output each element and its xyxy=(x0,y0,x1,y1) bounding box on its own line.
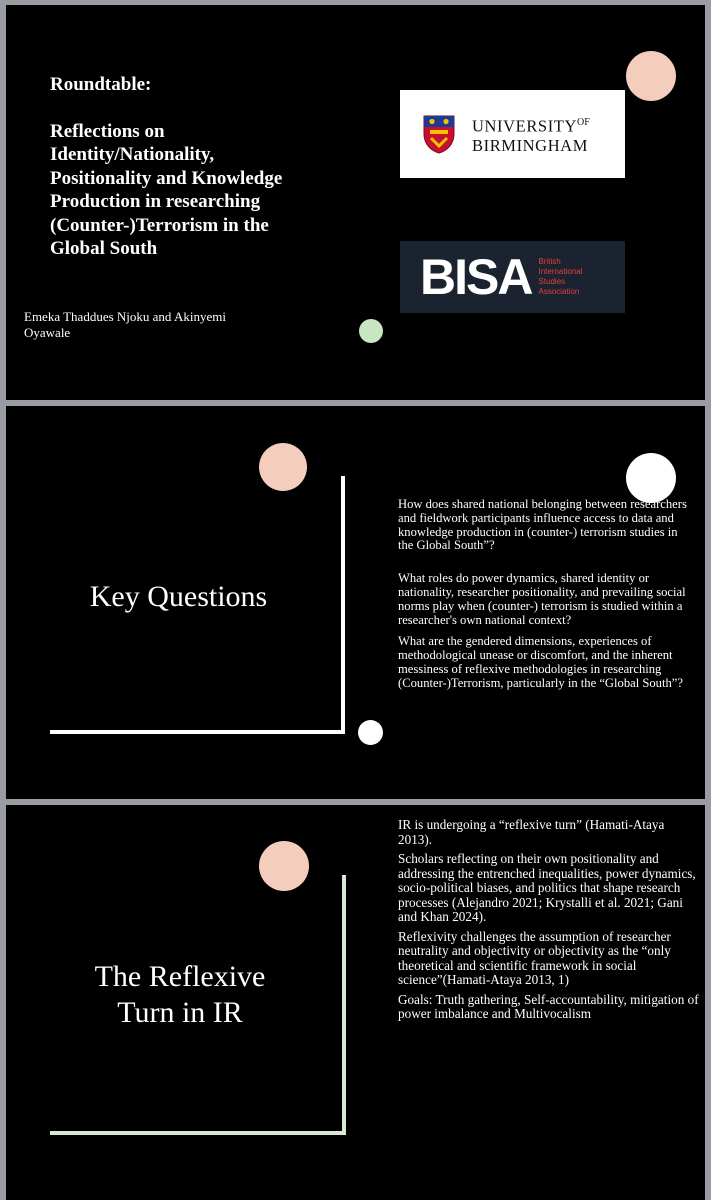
uob-wordmark: $UNIVERSITY^{OF}$ BIRMINGHAM xyxy=(472,116,590,155)
bracket-horizontal-line xyxy=(50,1131,346,1135)
question-3: What are the gendered dimensions, experiences of methodological unease or discomfort, and the inherent messiness of reflexive methodologies in researching (Counter-)Terrorism, particularly in the “Global South”? xyxy=(398,634,683,690)
bisa-subtitle: British International Studies Association xyxy=(538,257,583,296)
authors: Emeka Thaddues Njoku and Akinyemi Oyawale xyxy=(24,309,226,340)
key-questions-slide xyxy=(6,406,705,799)
crest-icon xyxy=(422,114,456,154)
question-2: What roles do power dynamics, shared identity or nationality, researcher positionality, and prevailing social norms play when (counter-) terrorism is studied within a researcher's own national context? xyxy=(398,571,686,627)
peach-circle-decoration xyxy=(626,51,676,101)
bracket-horizontal-line xyxy=(50,730,345,734)
title-slide xyxy=(6,5,705,400)
points-list xyxy=(398,818,700,1027)
slide-heading: Key Questions xyxy=(89,580,268,613)
bisa-logo xyxy=(400,241,625,313)
point-3: Reflexivity challenges the assumption of researcher neutrality and objectivity or objectivity as the “only theoretical and scientific framework in social science”(Hamati-Ataya 2013, 1) xyxy=(398,928,671,987)
question-1: How does shared national belonging between researchers and fieldwork participants influence access to data and knowledge production in (counter-) terrorism studies in the Global South”? xyxy=(398,497,687,553)
title-main: Reflections on Identity/Nationality, Positionality and Knowledge Production in researching (Counter-)Terrorism in the Global South xyxy=(50,120,283,259)
bisa-wordmark: BISA xyxy=(420,249,532,305)
small-white-circle-decoration xyxy=(358,720,383,745)
slide-heading: The Reflexive Turn in IR xyxy=(94,960,266,1029)
peach-circle-decoration xyxy=(259,841,309,891)
green-circle-decoration xyxy=(359,319,383,343)
peach-circle-decoration xyxy=(259,443,307,491)
white-circle-decoration xyxy=(626,453,676,503)
bracket-vertical-line xyxy=(342,875,346,1135)
questions-list xyxy=(398,498,688,706)
slide-title xyxy=(50,73,350,261)
university-of-birmingham-logo xyxy=(400,90,625,178)
point-1: IR is undergoing a “reflexive turn” (Hamati-Ataya 2013). xyxy=(398,817,665,847)
title-roundtable: Roundtable: xyxy=(50,74,152,95)
point-4: Goals: Truth gathering, Self-accountability, mitigation of power imbalance and Multivocalism xyxy=(398,991,699,1021)
reflexive-turn-slide xyxy=(6,805,705,1200)
point-2: Scholars reflecting on their own positionality and addressing the entrenched inequalities, power dynamics, socio-political biases, and politics that shape research processes (Alejandro 2021; Krystalli et al. 2021; Gani and Khan 2024). xyxy=(398,851,696,924)
